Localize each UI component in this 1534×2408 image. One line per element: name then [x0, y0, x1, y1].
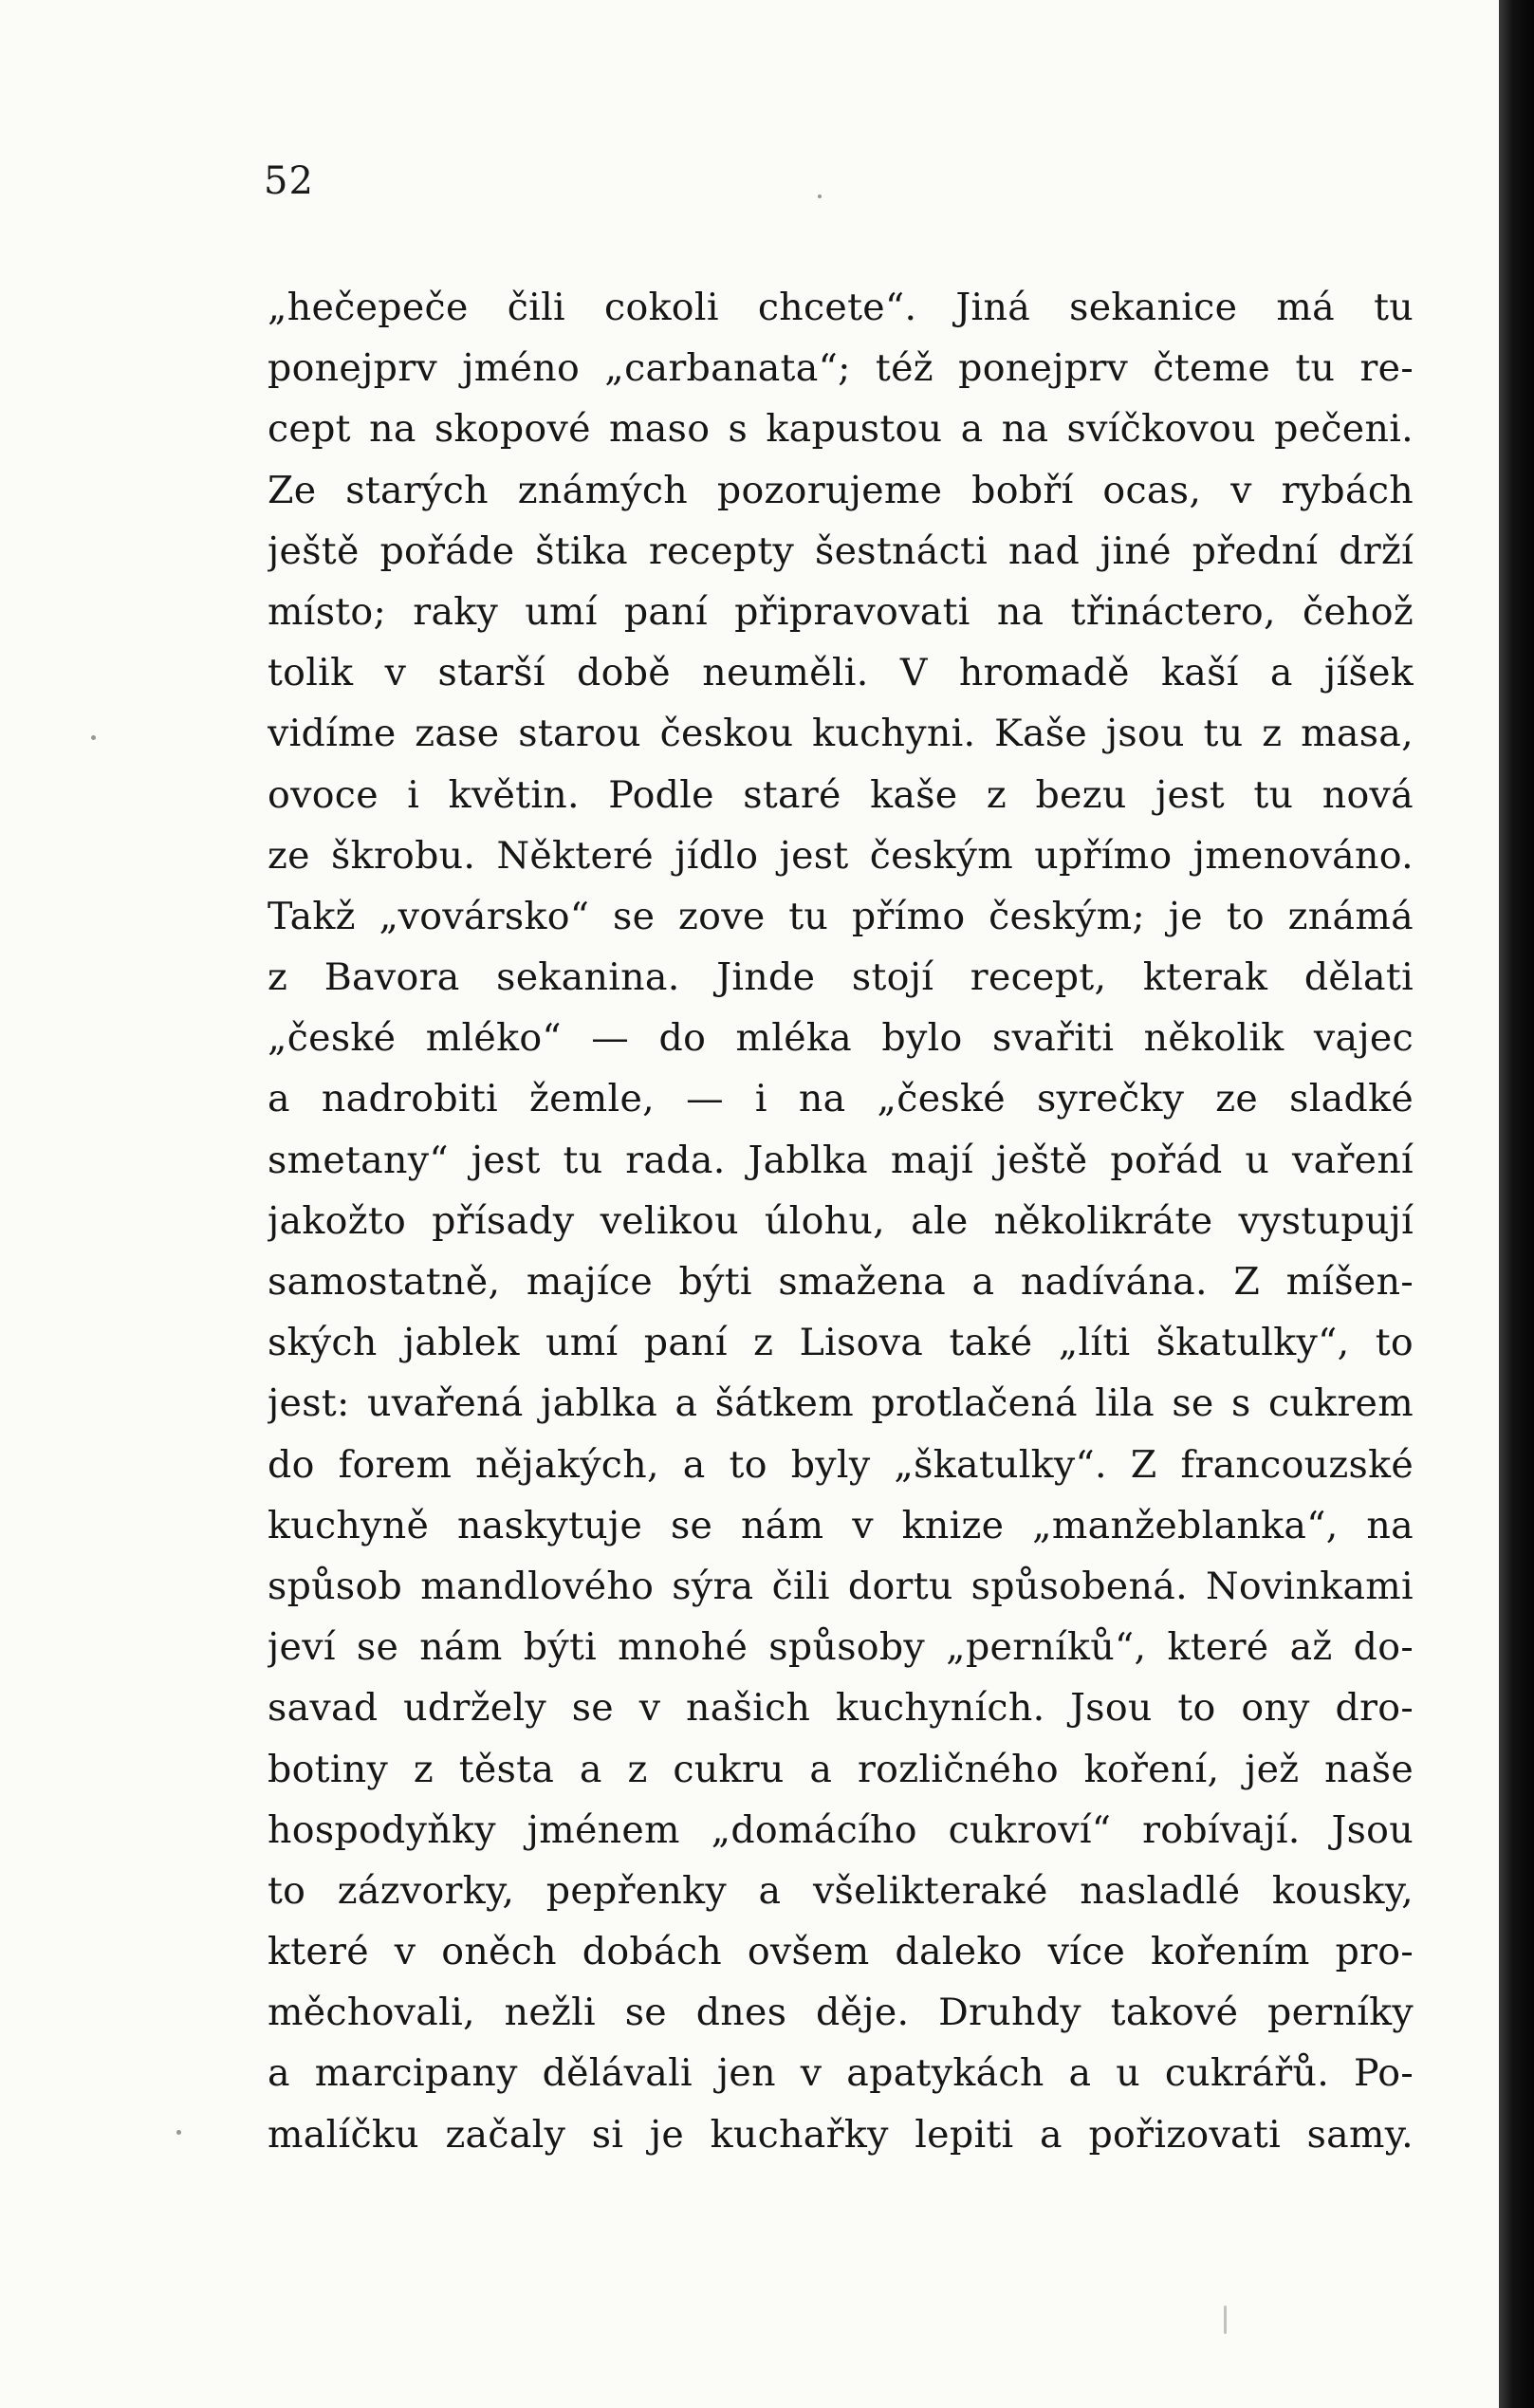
text-line: do forem nějakých, a to byly „škatulky“. Z francouzské [268, 1442, 1414, 1487]
text-line: které v oněch dobách ovšem daleko více kořením pro- [268, 1930, 1414, 1974]
text-line: ze škrobu. Některé jídlo jest českým upřímo jmenováno. [268, 833, 1414, 878]
text-line: místo; raky umí paní připravovati na třináctero, čehož [268, 589, 1414, 634]
body-paragraph [268, 277, 1414, 2165]
text-line: měchovali, nežli se dnes děje. Druhdy takové perníky [268, 1991, 1414, 2035]
text-line: ponejprv jméno „carbanata“; též ponejprv čteme tu re- [268, 346, 1414, 391]
text-line: jakožto přísady velikou úlohu, ale několikráte vystupují [268, 1198, 1414, 1243]
print-speck [176, 2130, 181, 2135]
text-line: jest: uvařená jablka a šátkem protlačená lila se s cukrem [268, 1381, 1414, 1426]
text-line: samostatně, majíce býti smažena a nadívána. Z míšen- [268, 1260, 1414, 1304]
text-line: malíčku začaly si je kuchařky lepiti a pořizovati samy. [268, 2112, 1414, 2157]
text-line: „hečepeče čili cokoli chcete“. Jiná sekanice má tu [268, 286, 1414, 329]
text-line: ovoce i květin. Podle staré kaše z bezu jest tu nová [268, 772, 1414, 817]
text-line: ských jablek umí paní z Lisova také „líti škatulky“, to [268, 1321, 1414, 1365]
text-line: a marcipany dělávali jen v apatykách a u cukrářů. Po- [268, 2051, 1414, 2096]
text-line: to zázvorky, pepřenky a všelikteraké nasladlé kousky, [268, 1868, 1414, 1913]
text-line: „české mléko“ — do mléka bylo svařiti několik vajec [268, 1016, 1414, 1061]
text-line: kuchyně naskytuje se nám v knize „manžeblanka“, na [268, 1503, 1414, 1547]
text-line: hospodyňky jménem „domácího cukroví“ robívají. Jsou [268, 1807, 1414, 1852]
text-line: Ze starých známých pozorujeme bobří ocas, v rybách [268, 468, 1414, 512]
page-number: 52 [264, 159, 314, 203]
print-speck [1224, 2306, 1227, 2334]
page-edge-shadow [1499, 0, 1534, 2408]
text-line: ještě pořáde štika recepty šestnácti nad jiné přední drží [268, 528, 1414, 573]
text-line: tolik v starší době neuměli. V hromadě kaší a jíšek [268, 651, 1414, 695]
text-line: a nadrobiti žemle, — i na „české syrečky ze sladké [268, 1077, 1414, 1121]
text-line: smetany“ jest tu rada. Jablka mají ještě pořád u vaření [268, 1138, 1414, 1182]
text-line: botiny z těsta a z cukru a rozličného koření, jež naše [268, 1747, 1414, 1791]
text-line: spůsob mandlového sýra čili dortu spůsobená. Novinkami [268, 1564, 1414, 1608]
text-line: savad udržely se v našich kuchyních. Jsou to ony dro- [268, 1686, 1414, 1731]
text-line: cept na skopové maso s kapustou a na svíčkovou pečeni. [268, 407, 1414, 452]
text-line: z Bavora sekanina. Jinde stojí recept, kterak dělati [268, 955, 1414, 1000]
text-line: vidíme zase starou českou kuchyni. Kaše jsou tu z masa, [268, 712, 1414, 756]
text-line: Takž „vovársko“ se zove tu přímo českým; je to známá [268, 894, 1414, 938]
print-speck [818, 194, 822, 198]
text-line: jeví se nám býti mnohé spůsoby „perníků“, které až do- [268, 1625, 1414, 1670]
print-speck [91, 735, 96, 740]
